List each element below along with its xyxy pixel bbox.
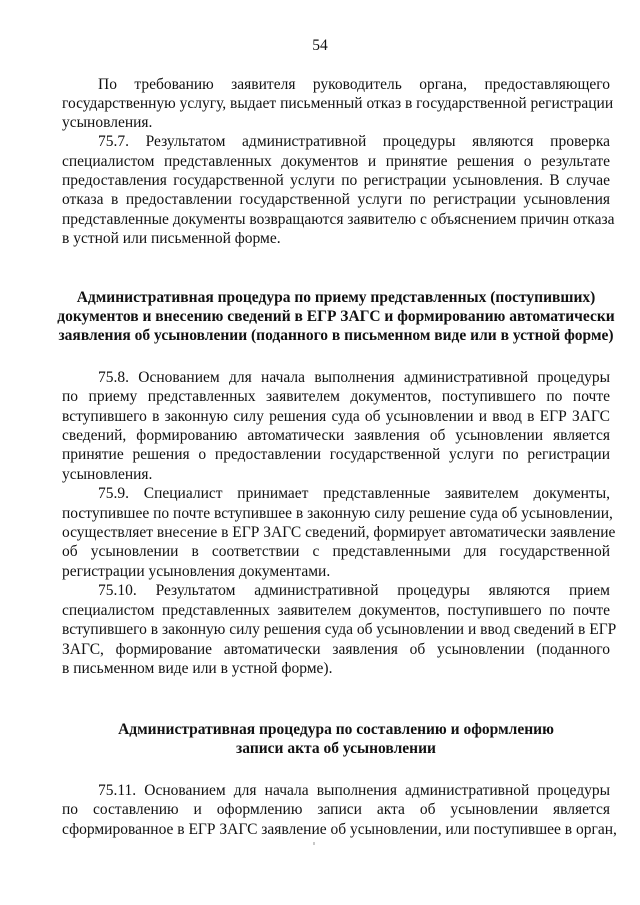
paragraph-75-8-line: 75.8. Основанием для начала выполнения административной процедуры xyxy=(98,369,610,386)
paragraph-75-9-line: 75.9. Специалист принимает представленные заявителем документы, xyxy=(98,485,610,502)
section-heading-1-line: заявления об усыновлении (поданного в письменном виде или в устной форме) xyxy=(58,327,614,344)
paragraph-75-10-line: ЗАГС, формирование автоматически заявления об усыновлении (поданного xyxy=(62,641,610,658)
paragraph-75-11-line: по составлению и оформлению записи акта об усыновлении является xyxy=(62,801,610,818)
paragraph-75-8-line: вступившего в законную силу решения суда об усыновлении и ввод в ЕГР ЗАГС xyxy=(62,408,610,425)
paragraph-75-8-line: сведений, формированию автоматически заявления об усыновлении является xyxy=(62,427,610,444)
paragraph-75-9-line: регистрации усыновления документами. xyxy=(62,563,331,580)
paragraph-75-7-line: 75.7. Результатом административной процедуры являются проверка xyxy=(98,133,610,150)
paragraph-75-7-line: специалистом представленных документов и принятие решения о результате xyxy=(62,153,610,170)
section-heading-2-line: записи акта об усыновлении xyxy=(236,740,436,757)
paragraph-75-10-line: в письменном виде или в устной форме). xyxy=(62,660,333,677)
paragraph-75-8-line: принятие решения о предоставлении государственной услуги по регистрации xyxy=(62,446,610,463)
paragraph-75-9-line: об усыновлении в соответствии с представленными для государственной xyxy=(62,543,610,560)
paragraph-75-10-line: 75.10. Результатом административной процедуры являются прием xyxy=(98,582,610,599)
paragraph-75-9-line: поступившее по почте вступившее в законную силу решение суда об усыновлении, xyxy=(62,505,613,522)
paragraph-75-7-line: отказа в предоставлении государственной услуги по регистрации усыновления xyxy=(62,191,610,208)
page-number: 54 xyxy=(312,37,328,54)
section-heading-1-line: Административная процедура по приему представленных (поступивших) xyxy=(76,289,596,306)
paragraph-75-9-line: осуществляет внесение в ЕГР ЗАГС сведений, формирует автоматически заявление xyxy=(62,524,616,541)
paragraph-1-line: По требованию заявителя руководитель органа, предоставляющего xyxy=(98,76,610,93)
paragraph-75-7-line: в устной или письменной форме. xyxy=(62,230,281,247)
paragraph-75-11-line: сформированное в ЕГР ЗАГС заявление об усыновлении, или поступившее в орган, xyxy=(62,821,617,838)
paragraph-75-8-line: усыновления. xyxy=(62,466,153,483)
paragraph-75-7-line: предоставления государственной услуги по регистрации усыновления. В случае xyxy=(62,172,610,189)
scan-mark xyxy=(313,842,315,845)
section-heading-2-line: Административная процедура по составлению и оформлению xyxy=(118,721,554,738)
paragraph-75-7-line: представленные документы возвращаются заявителю с объяснением причин отказа xyxy=(62,211,615,228)
paragraph-1-line: государственную услугу, выдает письменный отказ в государственной регистрации xyxy=(62,95,614,112)
paragraph-75-10-line: специалистом представленных заявителем документов, поступившего по почте xyxy=(62,602,610,619)
paragraph-75-8-line: по приему представленных заявителем документов, поступившего по почте xyxy=(62,388,610,405)
paragraph-1-line: усыновления. xyxy=(62,114,153,131)
paragraph-75-10-line: вступившего в законную силу решения суда об усыновлении и ввод сведений в ЕГР xyxy=(62,621,617,638)
paragraph-75-11-line: 75.11. Основанием для начала выполнения административной процедуры xyxy=(98,782,610,799)
section-heading-1-line: документов и внесению сведений в ЕГР ЗАГС и формированию автоматически xyxy=(57,308,615,325)
